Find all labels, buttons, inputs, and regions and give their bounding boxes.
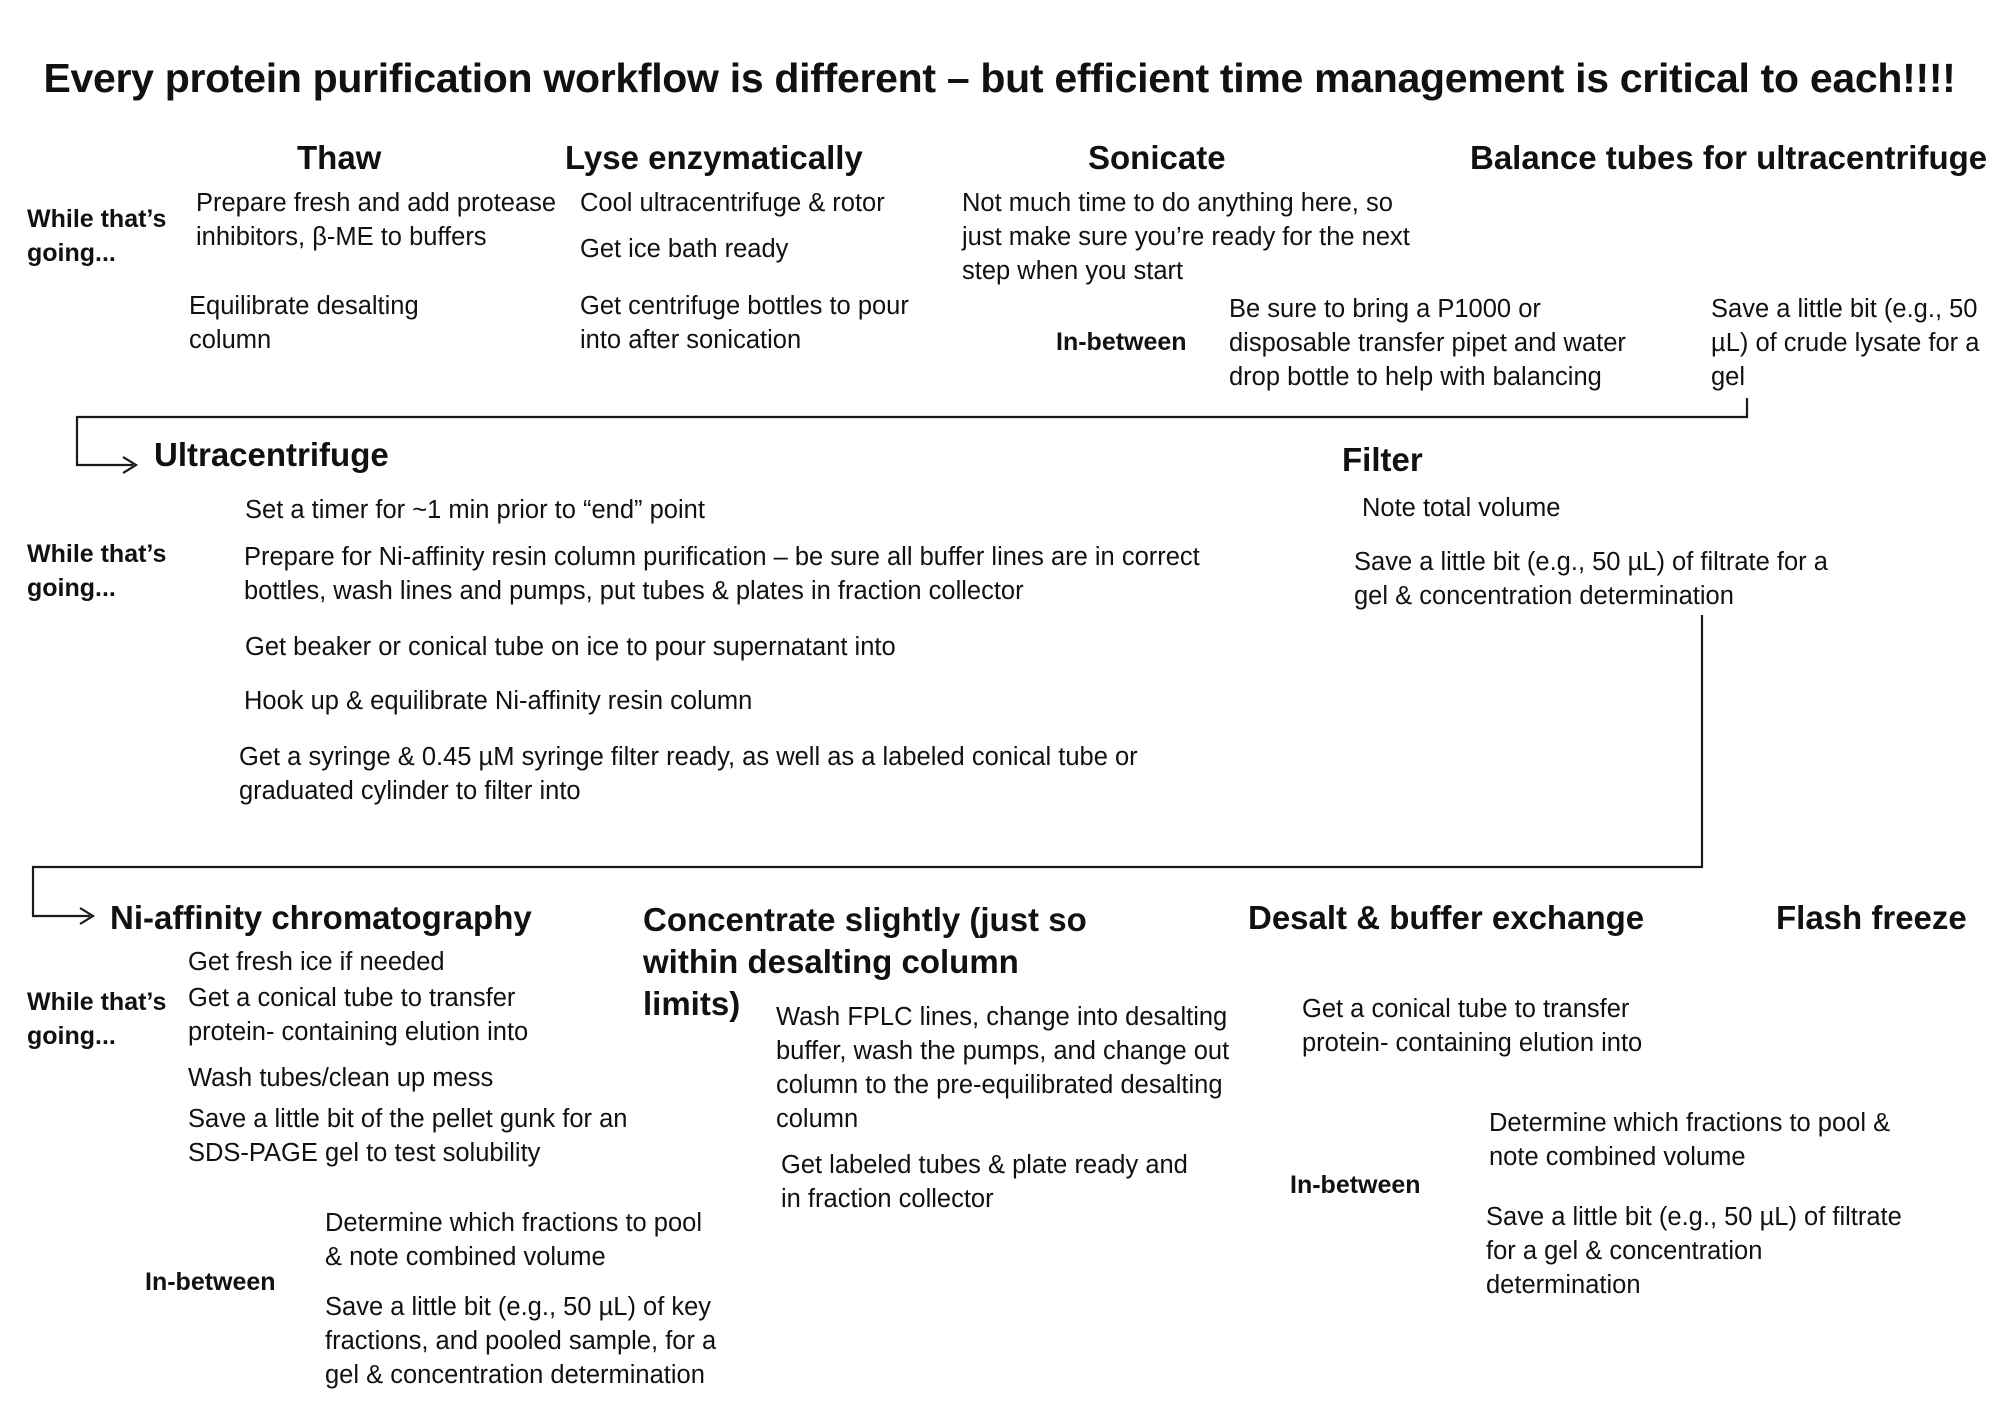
step-desalt: Desalt & buffer exchange <box>1248 899 1645 936</box>
note-ice-bath: Get ice bath ready <box>580 235 789 263</box>
note-filtrate-desalt: Save a little bit (e.g., 50 µL) of filtrate for a gel & concentration determination <box>1486 1203 1902 1299</box>
step-lyse: Lyse enzymatically <box>565 139 863 176</box>
note-key-fractions: Save a little bit (e.g., 50 µL) of key fractions, and pooled sample, for a gel & concentration determination <box>325 1293 717 1389</box>
note-determine-fractions-desalt: Determine which fractions to pool & note combined volume <box>1489 1109 1891 1171</box>
note-total-volume: Note total volume <box>1362 494 1561 522</box>
note-conical-tube-ni: Get a conical tube to transfer protein- containing elution into <box>188 984 529 1046</box>
note-pellet-gunk: Save a little bit of the pellet gunk for an SDS-PAGE gel to test solubility <box>188 1105 628 1167</box>
note-conical-tube-desalt: Get a conical tube to transfer protein- containing elution into <box>1302 995 1643 1057</box>
note-centrifuge-bottles: Get centrifuge bottles to pour into after sonication <box>580 292 909 354</box>
between-label-ni: In-between <box>145 1268 276 1296</box>
between-label-desalt: In-between <box>1290 1171 1421 1199</box>
note-labeled-tubes: Get labeled tubes & plate ready and in fraction collector <box>781 1151 1188 1213</box>
note-determine-fractions-ni: Determine which fractions to pool & note combined volume <box>325 1209 703 1271</box>
step-balance-tubes: Balance tubes for ultracentrifuge <box>1470 139 1988 176</box>
note-cool-ultracentrifuge: Cool ultracentrifuge & rotor <box>580 189 885 217</box>
while-label-row1: While that’s going... <box>27 205 167 267</box>
note-protease-inhibitors: Prepare fresh and add protease inhibitors, β-ME to buffers <box>196 189 557 251</box>
note-filtrate-sample: Save a little bit (e.g., 50 µL) of filtrate for a gel & concentration determination <box>1354 548 1828 610</box>
note-set-timer: Set a timer for ~1 min prior to “end” point <box>245 496 705 524</box>
note-wash-fplc: Wash FPLC lines, change into desalting buffer, wash the pumps, and change out column to the pre-equilibrated desalting column <box>776 1003 1230 1133</box>
note-crude-lysate: Save a little bit (e.g., 50 µL) of crude lysate for a gel <box>1711 295 1980 391</box>
note-bring-p1000: Be sure to bring a P1000 or disposable transfer pipet and water drop bottle to help with balancing <box>1229 295 1626 391</box>
note-beaker-supernatant: Get beaker or conical tube on ice to pour supernatant into <box>245 633 896 661</box>
note-not-much-time: Not much time to do anything here, so just make sure you’re ready for the next step when you start <box>962 189 1410 285</box>
step-filter: Filter <box>1342 441 1423 478</box>
step-flash-freeze: Flash freeze <box>1776 899 1967 936</box>
note-syringe-filter: Get a syringe & 0.45 µM syringe filter ready, as well as a labeled conical tube or graduated cylinder to filter into <box>239 743 1138 805</box>
note-wash-tubes: Wash tubes/clean up mess <box>188 1064 494 1092</box>
step-ni-affinity: Ni-affinity chromatography <box>110 899 532 936</box>
page-title: Every protein purification workflow is different – but efficient time management is critical to each!!!! <box>43 55 1956 101</box>
between-label-row1: In-between <box>1056 328 1187 356</box>
step-thaw: Thaw <box>297 139 382 176</box>
note-prepare-ni-affinity: Prepare for Ni-affinity resin column purification – be sure all buffer lines are in correct bottles, wash lines and pumps, put tubes & plates in fraction collector <box>244 543 1200 605</box>
note-equilibrate-desalting: Equilibrate desalting column <box>189 292 419 354</box>
step-concentrate: Concentrate slightly (just so within desalting column limits) <box>643 901 1087 1022</box>
step-ultracentrifuge: Ultracentrifuge <box>154 436 389 473</box>
note-fresh-ice: Get fresh ice if needed <box>188 948 445 976</box>
while-label-row2: While that’s going... <box>27 540 167 602</box>
while-label-row3: While that’s going... <box>27 988 167 1050</box>
step-sonicate: Sonicate <box>1088 139 1226 176</box>
note-hook-up-column: Hook up & equilibrate Ni-affinity resin column <box>244 687 753 715</box>
